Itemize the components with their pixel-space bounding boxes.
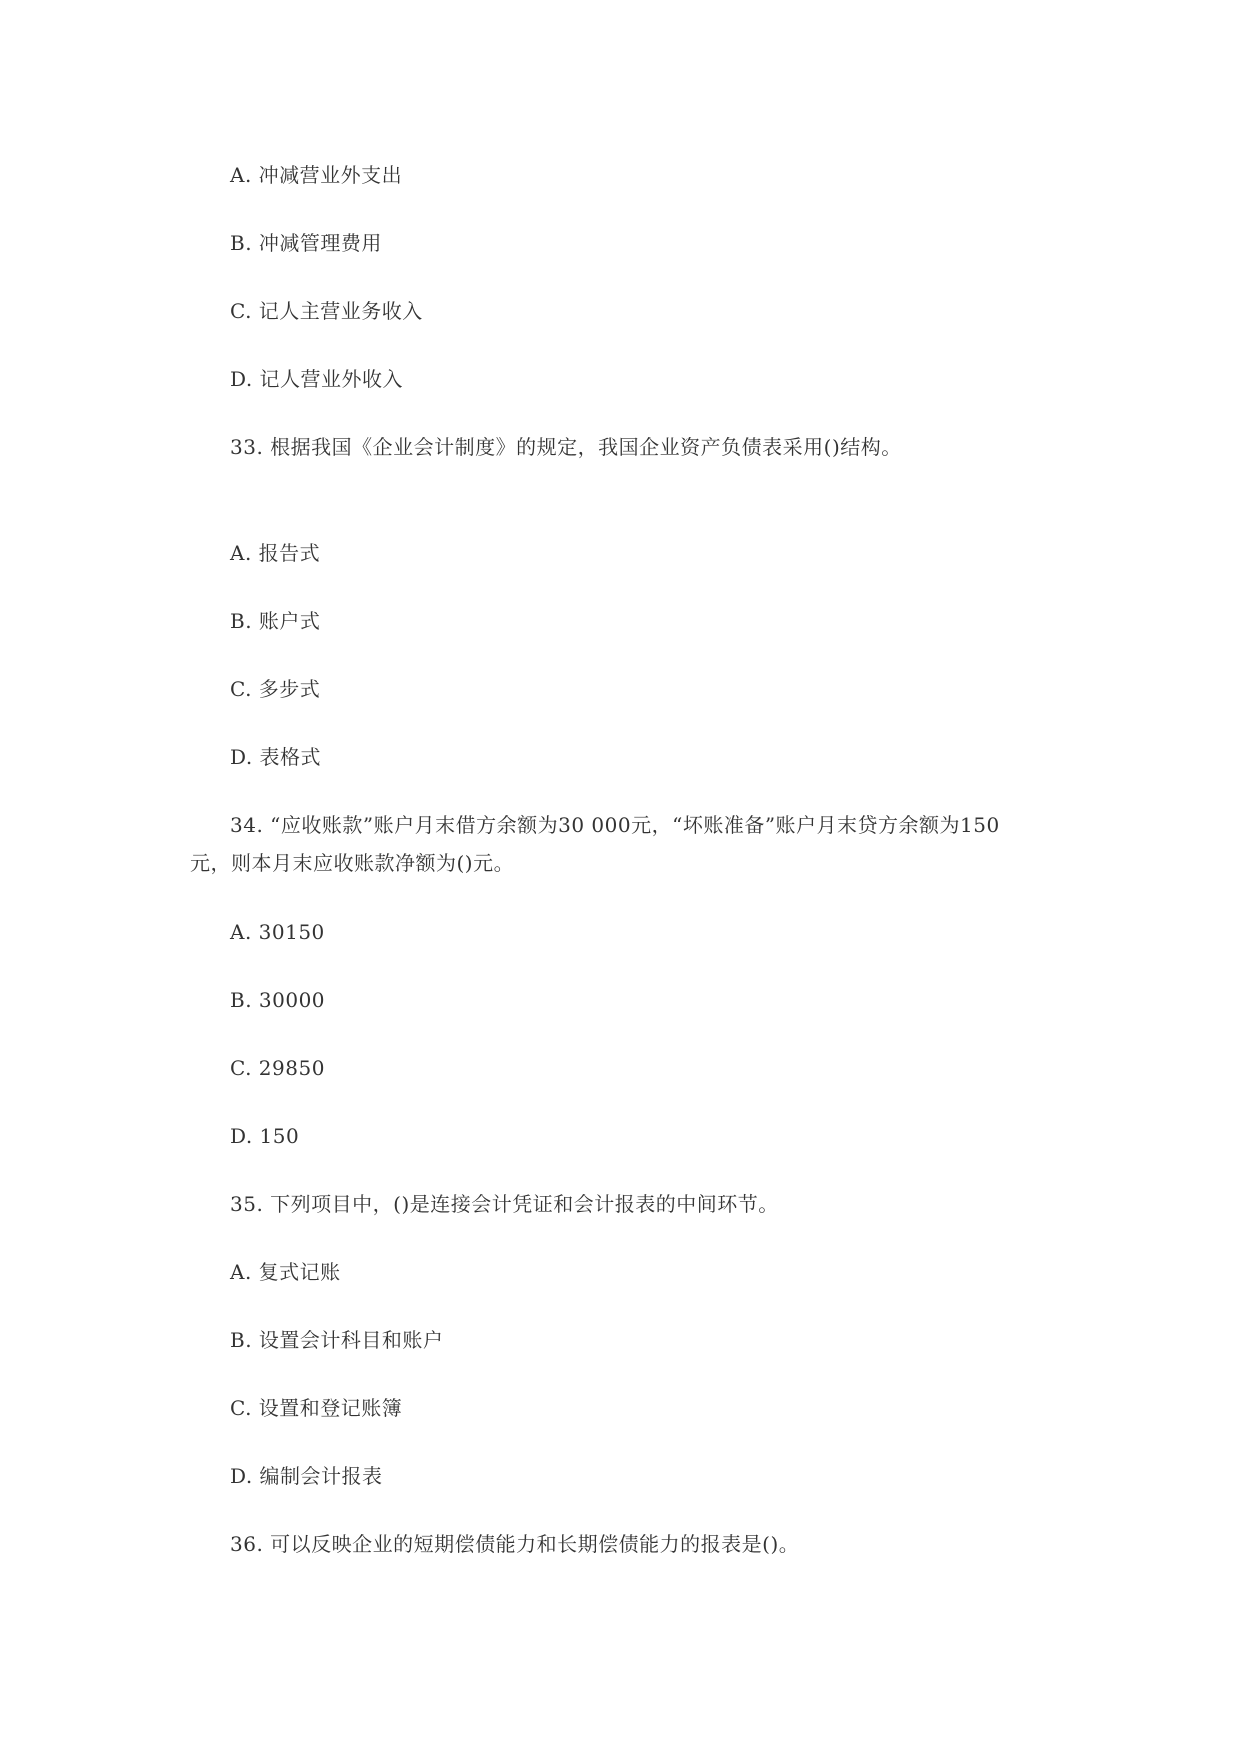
q33-question: 33. 根据我国《企业会计制度》的规定，我国企业资产负债表采用()结构。 bbox=[230, 435, 902, 459]
q36-question: 36. 可以反映企业的短期偿债能力和长期偿债能力的报表是()。 bbox=[230, 1532, 800, 1556]
q34-option-d: D. 150 bbox=[230, 1124, 300, 1148]
q33-option-b: B. 账户式 bbox=[230, 609, 321, 633]
q35-option-b: B. 设置会计科目和账户 bbox=[230, 1328, 444, 1352]
q33-option-a: A. 报告式 bbox=[230, 541, 321, 565]
q32-option-a: A. 冲减营业外支出 bbox=[230, 163, 403, 187]
q35-option-a: A. 复式记账 bbox=[230, 1260, 341, 1284]
q33-option-d: D. 表格式 bbox=[230, 745, 322, 769]
q34-question-line1: 34. “应收账款”账户月末借方余额为30 000元，“坏账准备”账户月末贷方余额为150 bbox=[230, 813, 1000, 837]
q35-option-c: C. 设置和登记账簿 bbox=[230, 1396, 403, 1420]
q35-option-d: D. 编制会计报表 bbox=[230, 1464, 383, 1488]
q35-question: 35. 下列项目中，()是连接会计凭证和会计报表的中间环节。 bbox=[230, 1192, 779, 1216]
q34-option-c: C. 29850 bbox=[230, 1056, 325, 1080]
q32-option-d: D. 记人营业外收入 bbox=[230, 367, 404, 391]
q34-option-b: B. 30000 bbox=[230, 988, 326, 1012]
q32-option-c: C. 记人主营业务收入 bbox=[230, 299, 423, 323]
q34-option-a: A. 30150 bbox=[230, 920, 325, 944]
q34-question-line2: 元，则本月末应收账款净额为()元。 bbox=[190, 851, 515, 875]
q33-option-c: C. 多步式 bbox=[230, 677, 321, 701]
q32-option-b: B. 冲减管理费用 bbox=[230, 231, 382, 255]
